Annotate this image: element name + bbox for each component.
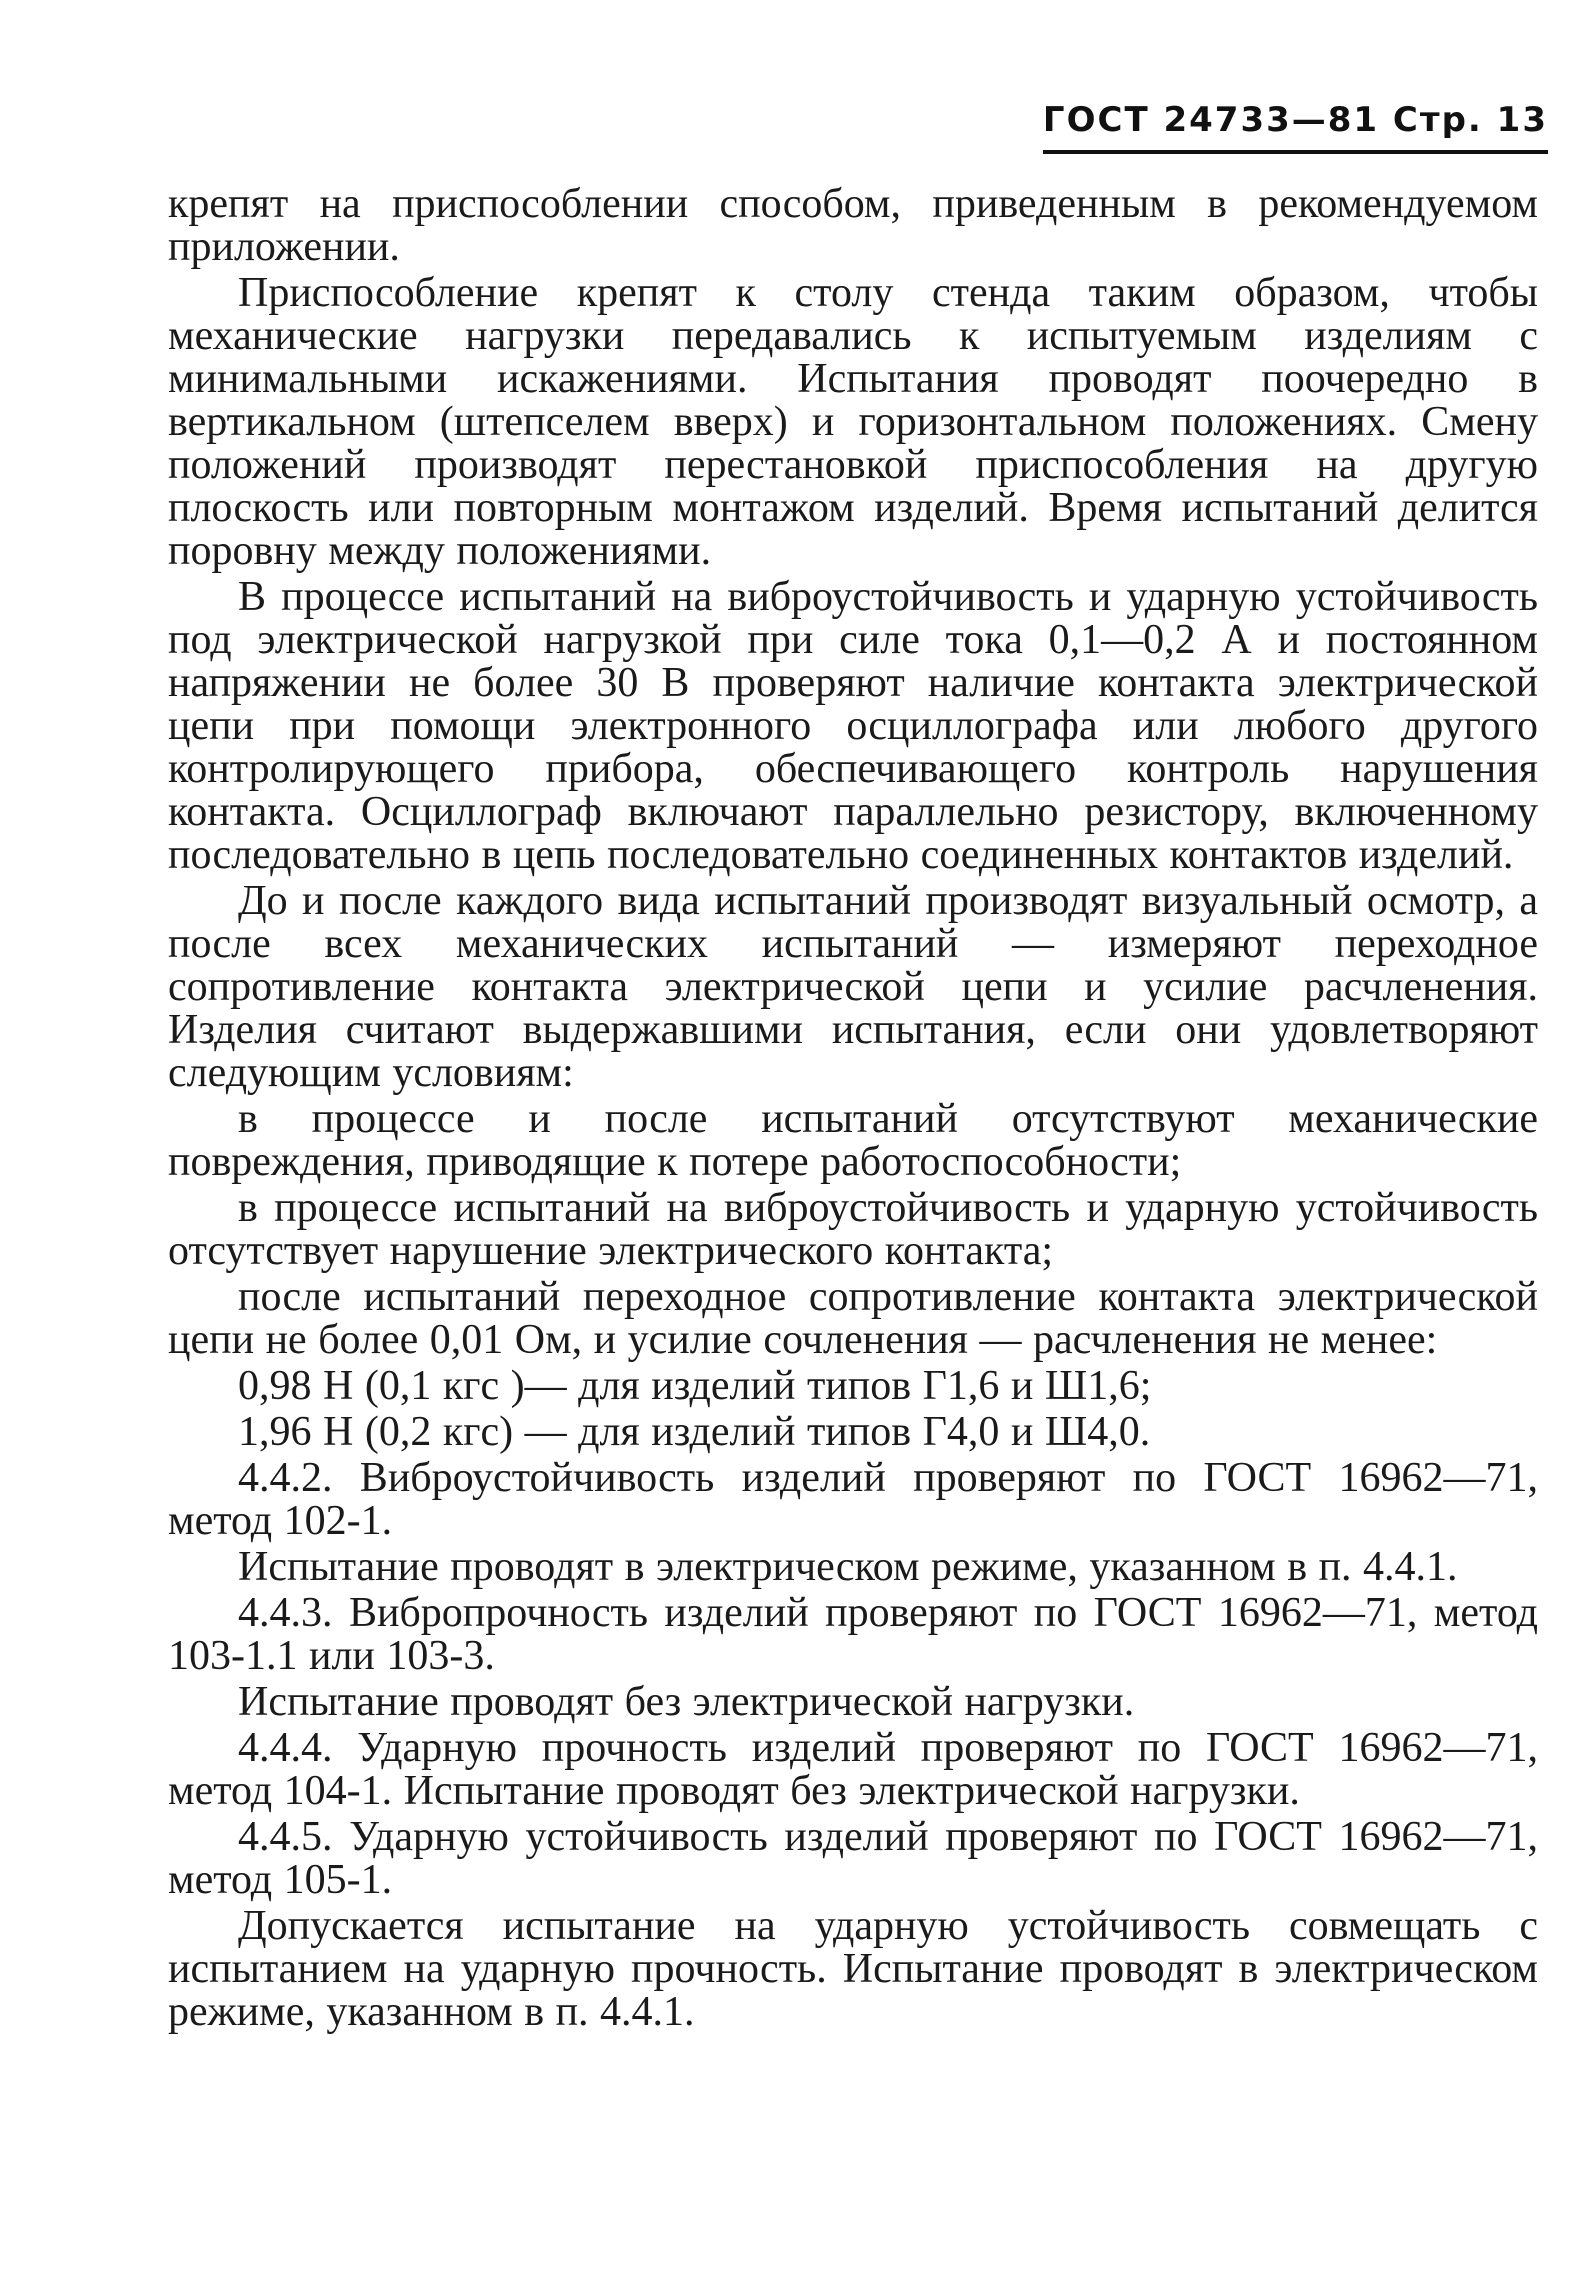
- paragraph-condition-contact: в процессе испытаний на виброустойчивость и ударную устойчивость отсутствует нарушение электрического контакта;: [168, 1185, 1538, 1274]
- paragraph-condition-damage: в процессе и после испытаний отсутствуют механические повреждения, приводящие к потере работоспособности;: [168, 1096, 1538, 1185]
- page-header: [1043, 100, 1548, 154]
- paragraph-fixture-mounting: Приспособление крепят к столу стенда таким образом, чтобы механические нагрузки передавались к испытуемым изделиям с минимальными искажениями. Испытания проводят поочередно в вертикальном (штепселем вверх) и горизонтальном положениях. Смену положений производят перестановкой приспособления на другую плоскость или повторным монтажом изделий. Время испытаний делится поровну между положениями.: [168, 270, 1538, 574]
- paragraph-force-g16: 0,98 Н (0,1 кгс )— для изделий типов Г1,6 и Ш1,6;: [238, 1363, 1152, 1409]
- paragraph-clause-4-4-2: 4.4.2. Виброустойчивость изделий проверяют по ГОСТ 16962—71, метод 102-1.: [168, 1455, 1538, 1544]
- document-reference: ГОСТ 24733—81: [1042, 100, 1380, 140]
- paragraph-clause-4-4-5: 4.4.5. Ударную устойчивость изделий проверяют по ГОСТ 16962—71, метод 105-1.: [168, 1814, 1538, 1903]
- paragraph-combined-test: Допускается испытание на ударную устойчивость совмещать с испытанием на ударную прочность. Испытание проводят в электрическом режиме, указанном в п. 4.4.1.: [168, 1903, 1538, 2035]
- document-body: [168, 183, 1538, 2034]
- paragraph-continuation: крепят на приспособлении способом, приведенным в рекомендуемом приложении.: [168, 181, 1538, 270]
- paragraph-force-g40: 1,96 Н (0,2 кгс) — для изделий типов Г4,0 и Ш4,0.: [238, 1409, 1151, 1455]
- paragraph-acceptance-criteria: До и после каждого вида испытаний производят визуальный осмотр, а после всех механических испытаний — измеряют переходное сопротивление контакта электрической цепи и усилие расчленения. Изделия считают выдержавшими испытания, если они удовлетворяют следующим условиям:: [168, 878, 1538, 1096]
- paragraph-no-load: Испытание проводят без электрической нагрузки.: [238, 1679, 1135, 1725]
- page-number: Стр. 13: [1392, 100, 1548, 140]
- paragraph-electrical-mode: Испытание проводят в электрическом режиме, указанном в п. 4.4.1.: [238, 1544, 1458, 1590]
- paragraph-condition-resistance: после испытаний переходное сопротивление контакта электрической цепи не более 0,01 Ом, и усилие сочленения — расчленения не менее:: [168, 1274, 1538, 1363]
- paragraph-clause-4-4-4: 4.4.4. Ударную прочность изделий проверяют по ГОСТ 16962—71, метод 104-1. Испытание проводят без электрической нагрузки.: [168, 1725, 1538, 1814]
- paragraph-clause-4-4-3: 4.4.3. Вибропрочность изделий проверяют по ГОСТ 16962—71, метод 103-1.1 или 103-3.: [168, 1590, 1538, 1679]
- paragraph-contact-monitoring: В процессе испытаний на виброустойчивость и ударную устойчивость под электрической нагрузкой при силе тока 0,1—0,2 А и постоянном напряжении не более 30 В проверяют наличие контакта электрической цепи при помощи электронного осциллографа или любого другого контролирующего прибора, обеспечивающего контроль нарушения контакта. Осциллограф включают параллельно резистору, включенному последовательно в цепь последовательно соединенных контактов изделий.: [168, 574, 1538, 878]
